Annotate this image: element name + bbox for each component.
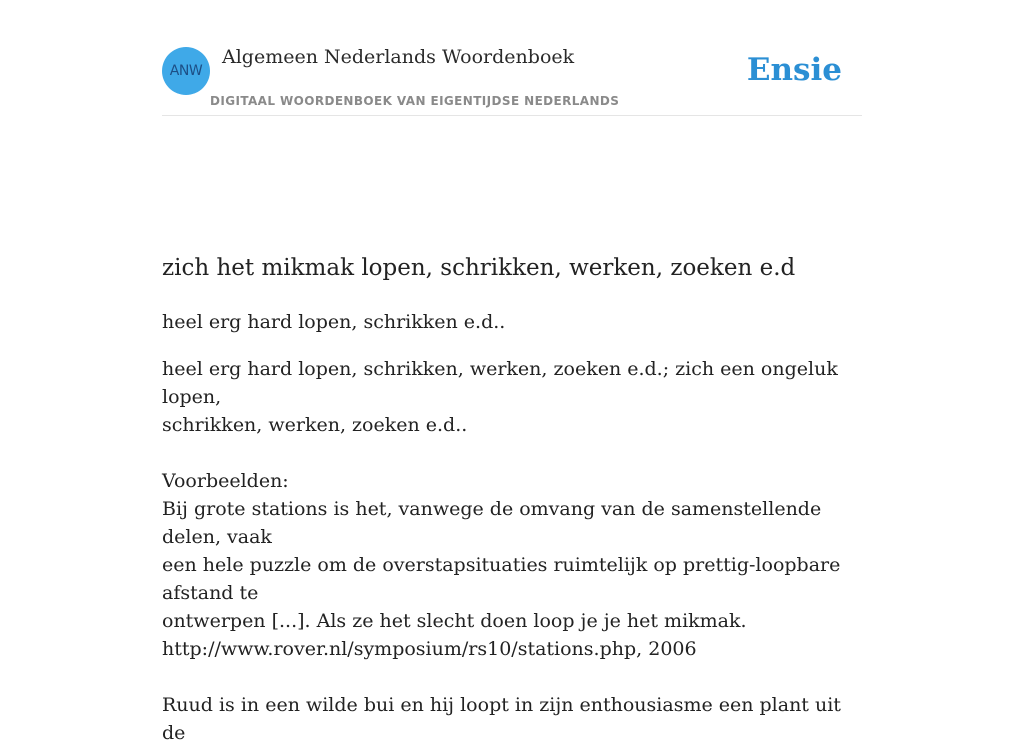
anw-logo[interactable] <box>162 47 210 95</box>
entry-term: zich het mikmak lopen, schrikken, werken, zoeken e.d <box>162 255 796 281</box>
examples-heading: Voorbeelden: <box>162 470 289 492</box>
example-line: een hele puzzle om de overstapsituaties ruimtelijk op prettig-loopbare afstand te <box>162 554 841 604</box>
example-line: Bij grote stations is het, vanwege de omvang van de samenstellende delen, vaak <box>162 498 822 548</box>
site-subtitle: DIGITAAL WOORDENBOEK VAN EIGENTIJDSE NEDERLANDS <box>210 94 620 108</box>
example-source: http://www.rover.nl/symposium/rs10/stations.php, 2006 <box>162 638 697 660</box>
entry-body <box>162 355 862 747</box>
content-container <box>162 0 862 744</box>
site-header <box>162 0 862 116</box>
definition-line: heel erg hard lopen, schrikken, werken, zoeken e.d.; zich een ongeluk lopen, <box>162 358 838 408</box>
ensie-brand-link[interactable]: Ensie <box>746 52 842 88</box>
definition-line: schrikken, werken, zoeken e.d.. <box>162 414 468 436</box>
example-line: ontwerpen [...]. Als ze het slecht doen loop je je het mikmak. <box>162 610 747 632</box>
entry-summary: heel erg hard lopen, schrikken e.d.. <box>162 311 506 333</box>
site-title-link[interactable]: Algemeen Nederlands Woordenboek <box>222 46 575 68</box>
spacer <box>162 439 862 467</box>
example-line: Ruud is in een wilde bui en hij loopt in zijn enthousiasme een plant uit de <box>162 694 841 744</box>
spacer <box>162 663 862 691</box>
logo-text: ANW <box>169 63 203 79</box>
